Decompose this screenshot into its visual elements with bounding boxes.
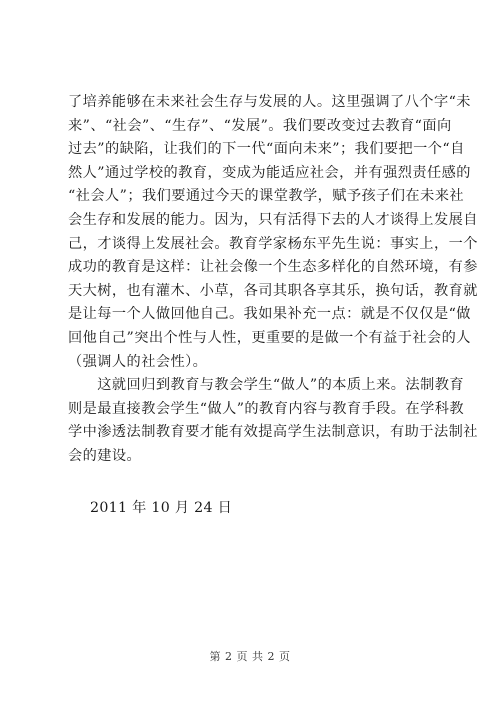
document-date: 2011 年 10 月 24 日: [90, 500, 233, 516]
text-line: 来”、“社会”、“生存”、“发展”。我们要改变过去教育“面向: [68, 117, 452, 134]
text-line: 成功的教育是这样：让社会像一个生态多样化的自然环境，有参: [68, 259, 478, 276]
text-line: 了培养能够在未来社会生存与发展的人。这里强调了八个字“未: [68, 94, 471, 110]
text-line: 这就回归到教育与教会学生“做人”的本质上来。法制教育: [68, 377, 464, 394]
text-line: 回他自己”突出个性与人性，更重要的是做一个有益于社会的人: [68, 329, 471, 346]
text-line: 天大树，也有灌木、小草，各司其职各享其乐，换句话，教育就: [68, 282, 478, 299]
text-line: 则是最直接教会学生“做人”的教育内容与教育手段。在学科教: [68, 400, 464, 417]
page-footer: 第 2 页 共 2 页: [209, 650, 291, 663]
text-line: （强调人的社会性）。: [68, 353, 208, 370]
text-line: 过去”的缺陷，让我们的下一代“面向未来”；我们要把一个“自: [68, 141, 465, 158]
text-line: 是让每一个人做回他自己。我如果补充一点：就是不仅仅是“做: [68, 306, 471, 323]
text-line: 会生存和发展的能力。因为，只有活得下去的人才谈得上发展自: [68, 211, 478, 228]
text-line: “社会人”；我们要通过今天的课堂教学，赋予孩子们在未来社: [68, 188, 464, 205]
text-line: 然人”通过学校的教育，变成为能适应社会，并有强烈责任感的: [68, 164, 471, 181]
text-line: 学中渗透法制教育要才能有效提高学生法制意识，有助于法制社: [68, 424, 478, 441]
text-line: 会的建设。: [68, 447, 142, 464]
text-line: 己，才谈得上发展社会。教育学家杨东平先生说：事实上，一个: [68, 235, 478, 252]
body-text: [68, 91, 478, 469]
